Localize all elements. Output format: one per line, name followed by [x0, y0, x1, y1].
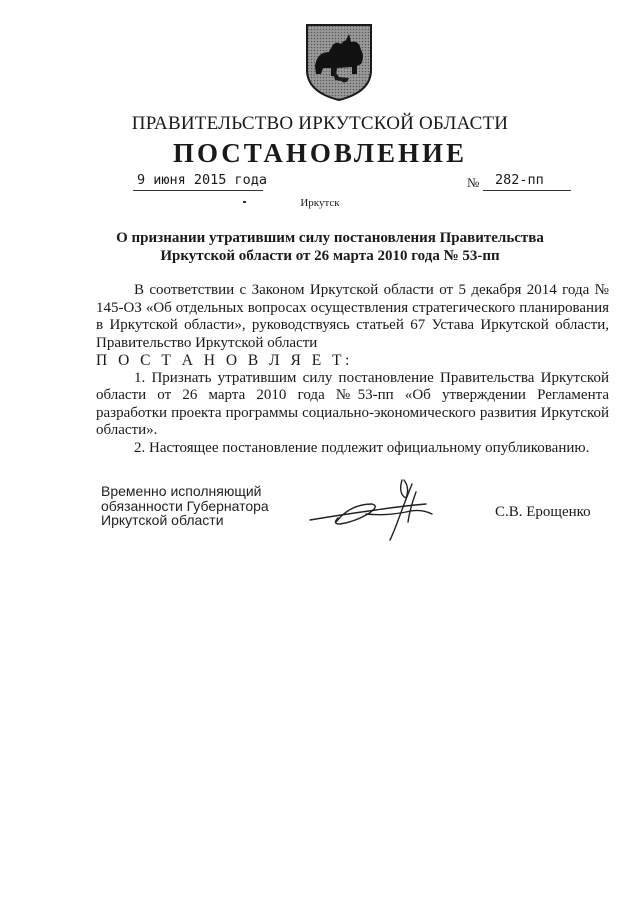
document-city: Иркутск — [300, 197, 340, 209]
signer-position-line: обязанности Губернатора — [101, 497, 269, 514]
document-number: 282-пп — [495, 172, 544, 188]
subject-line: Иркутской области от 26 марта 2010 года № 53-пп — [160, 248, 500, 264]
signer-position — [101, 484, 269, 528]
signer-position-line: Иркутской области — [101, 512, 224, 528]
subject-line: О признании утратившим силу постановления Правительства — [116, 230, 544, 246]
preamble-paragraph: В соответствии с Законом Иркутской области от 5 декабря 2014 года № 145-ОЗ «Об отдельных вопросах осуществления стратегического планирования в Иркутской области», руководствуясь статьей 67 Устава Иркутской области, Правительство Иркутской области — [96, 282, 609, 351]
handwritten-signature-icon — [306, 474, 446, 546]
document-body — [96, 282, 609, 457]
document-type: ПОСТАНОВЛЕНИЕ — [172, 138, 468, 168]
document-subject — [110, 229, 550, 265]
date-underline — [133, 190, 263, 191]
decree-word: П О С Т А Н О В Л Я Е Т: — [96, 352, 353, 369]
item-1-paragraph: 1. Признать утратившим силу постановление Правительства Иркутской области от 26 марта 2010 года №53-пп «Об утверждении Регламента разработки проекта программы социально-экономического развития Иркутской области». — [96, 369, 609, 438]
government-title: ПРАВИТЕЛЬСТВО ИРКУТСКОЙ ОБЛАСТИ — [131, 113, 509, 134]
coat-of-arms-icon — [301, 22, 377, 102]
signer-name: С.В. Ерощенко — [495, 504, 591, 520]
number-underline — [483, 190, 571, 191]
number-sign: № — [467, 175, 480, 190]
document-date: 9 июня 2015 года — [137, 172, 268, 188]
signer-position-line: Временно исполняющий — [101, 483, 262, 499]
item-2-paragraph: 2. Настоящее постановление подлежит официальному опубликованию. — [134, 439, 590, 456]
